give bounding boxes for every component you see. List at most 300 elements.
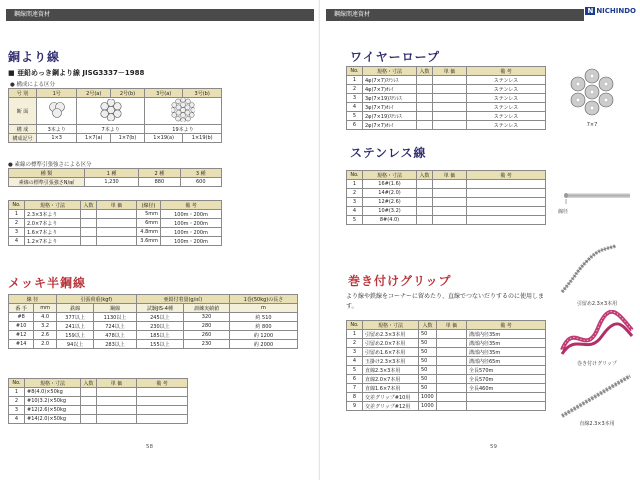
grip-cell: 溝部内径65m <box>467 357 546 366</box>
copper-product-row <box>9 210 222 219</box>
grip-cell <box>437 330 467 339</box>
grip-cell: 50 <box>419 375 437 384</box>
composition-code-cell: 1×7(a) <box>77 134 111 143</box>
structure-header-cell: 2号(b) <box>111 89 145 98</box>
mekki-spec-cell: 4.0 <box>34 313 57 322</box>
tensile-note: ● 素線の標準引張強さによる区分 <box>8 162 92 168</box>
copper-col-header: 単 価 <box>97 201 137 210</box>
wire-rope-title: ワイヤーロープ <box>350 50 441 64</box>
copper-product-cell: 100m・200m <box>161 228 222 237</box>
grip-cell: 9 <box>347 402 363 411</box>
copper-product-cell <box>81 210 97 219</box>
grip-row <box>347 330 546 339</box>
mekki-spec-row <box>9 340 298 349</box>
copper-product-cell <box>97 219 137 228</box>
mekki-col-header: 入数 <box>81 379 97 388</box>
copper-product-cell: 4 <box>9 237 25 246</box>
mekki-spec-row <box>9 313 298 322</box>
grip-cell: 3 <box>347 348 363 357</box>
mekki-product-cell <box>81 397 97 406</box>
stainless-cell: 4 <box>347 207 363 216</box>
mekki-spec-cell: #14 <box>9 340 34 349</box>
stainless-cell: 1 <box>347 180 363 189</box>
mekki-product-row <box>9 397 188 406</box>
stainless-caption: 線径 <box>557 209 568 215</box>
grip-cell: 直線2.3×3本用 <box>363 366 419 375</box>
stainless-cell: 2 <box>347 189 363 198</box>
wrap-grip-image <box>556 310 636 360</box>
wire-rope-cell: 2φ(7×19)ｽﾃﾝﾚｽ <box>363 112 417 121</box>
mekki-spec-cell: 230 <box>184 340 230 349</box>
mekki-product-cell: #12(2.6)×50kg <box>25 406 81 415</box>
grip-cell <box>437 348 467 357</box>
stainless-col-header: 規格・寸法 <box>363 171 417 180</box>
composition-code-cell: 1×19(a) <box>144 134 182 143</box>
stainless-cell <box>467 180 546 189</box>
grip-cell: 2 <box>347 339 363 348</box>
structure-header-cell: 号 別 <box>9 89 37 98</box>
composition-code-cell: 1×3 <box>37 134 77 143</box>
mekki-header-cell: 1巻(50kg)の長さ <box>229 295 297 304</box>
grip-cell: 引留め1.6×7本用 <box>363 348 419 357</box>
grip-cell: 交差グリップ#10用 <box>363 393 419 402</box>
grip-cell: 溝部内径35m <box>467 330 546 339</box>
wire-col-header: No. <box>347 67 363 76</box>
structure-header-cell: 3号(b) <box>183 89 222 98</box>
grip-col-header: 規格・寸法 <box>363 321 419 330</box>
wire-rope-cell: 2 <box>347 85 363 94</box>
grip-cell: 50 <box>419 348 437 357</box>
structure-note: ● 構成による区分 <box>10 82 56 88</box>
wire-rope-cell: ステンレス <box>467 103 546 112</box>
composition-code-label: 構成記号 <box>9 134 37 143</box>
stainless-row <box>347 216 546 225</box>
mekki-spec-cell: 94以上 <box>56 340 93 349</box>
copper-subtitle-text: 亜鉛めっき鋼より線 JISG3337－1988 <box>17 69 145 77</box>
mekki-spec-cell: 155以上 <box>136 340 184 349</box>
mekki-spec-cell: 478以上 <box>94 331 136 340</box>
composition-code-cell: 1×19(b) <box>183 134 222 143</box>
mekki-subheader-cell: 番 手 <box>9 304 34 313</box>
mekki-spec-cell: 320 <box>184 313 230 322</box>
mekki-spec-cell: 724以上 <box>94 322 136 331</box>
cross-section-3-strand <box>37 98 77 125</box>
grip-col-header: 単 価 <box>437 321 467 330</box>
wire-rope-row <box>347 94 546 103</box>
stainless-cell: 10#(3.2) <box>363 207 417 216</box>
grip-row <box>347 402 546 411</box>
copper-col-header: (線径) <box>137 201 161 210</box>
grip-cell <box>437 402 467 411</box>
mekki-title: メッキ半鋼線 <box>8 276 87 290</box>
grip-cell: 50 <box>419 357 437 366</box>
stainless-table <box>346 170 546 225</box>
stainless-cell <box>417 207 433 216</box>
wire-rope-table <box>346 66 546 130</box>
mekki-product-cell: #8(4.0)×50kg <box>25 388 81 397</box>
mekki-product-cell <box>137 397 188 406</box>
grip-cell: 全長570m <box>467 366 546 375</box>
copper-product-cell <box>97 237 137 246</box>
wire-rope-caption: 7×7 <box>586 122 598 128</box>
mekki-header-cell: 引張荷重(kgf) <box>56 295 136 304</box>
mekki-product-cell: 2 <box>9 397 25 406</box>
stainless-cell <box>417 216 433 225</box>
grip-col-header: 入数 <box>419 321 437 330</box>
mekki-subheader-cell: 鋼線 <box>94 304 136 313</box>
mekki-spec-cell: 260 <box>184 331 230 340</box>
grip-row <box>347 375 546 384</box>
mekki-spec-table <box>8 294 298 349</box>
mekki-spec-cell: 約 1200 <box>229 331 297 340</box>
stainless-cell <box>467 198 546 207</box>
copper-product-cell: 1.6×7本より <box>25 228 81 237</box>
grip-row <box>347 393 546 402</box>
grip-cell: 5 <box>347 366 363 375</box>
copper-col-header: 規格・寸法 <box>25 201 81 210</box>
mekki-spec-cell: 280 <box>184 322 230 331</box>
wire-rope-cell: 1 <box>347 76 363 85</box>
mekki-subheader-cell: 訓練実績値 <box>184 304 230 313</box>
wire-rope-cell: ステンレス <box>467 94 546 103</box>
mekki-product-cell: #10(3.2)×50kg <box>25 397 81 406</box>
structure-header-cell: 1号 <box>37 89 77 98</box>
mekki-spec-cell: #10 <box>9 322 34 331</box>
grip-row <box>347 384 546 393</box>
grip-straight-image <box>558 372 634 418</box>
mekki-col-header: 備 考 <box>137 379 188 388</box>
grip-row <box>347 339 546 348</box>
grip-deadend-image <box>558 244 634 296</box>
copper-product-cell: 100m・200m <box>161 219 222 228</box>
wire-rope-cell <box>433 94 467 103</box>
stainless-cell: 16#(1.6) <box>363 180 417 189</box>
mekki-spec-cell: 1130以上 <box>94 313 136 322</box>
copper-col-header: 入数 <box>81 201 97 210</box>
wire-rope-cross-section-image <box>554 64 630 120</box>
grip-cell: 8 <box>347 393 363 402</box>
nichindo-logo <box>585 7 636 15</box>
mekki-spec-cell: 159以上 <box>56 331 93 340</box>
stainless-cell: 5 <box>347 216 363 225</box>
wire-rope-cell <box>417 85 433 94</box>
mekki-spec-cell: 3.2 <box>34 322 57 331</box>
mekki-product-cell <box>137 388 188 397</box>
cross-section-7-strand <box>77 98 145 125</box>
grip-cell <box>437 375 467 384</box>
wire-col-header: 入数 <box>417 67 433 76</box>
stainless-cell <box>433 216 467 225</box>
stainless-row <box>347 207 546 216</box>
copper-product-cell: 1.2×7本より <box>25 237 81 246</box>
mekki-subheader-cell: mm <box>34 304 57 313</box>
grip-cell <box>467 393 546 402</box>
copper-product-table <box>8 200 222 246</box>
cross-section-label: 断 面 <box>9 98 37 125</box>
wire-rope-cell: 4φ(7×7)ｵﾚｲ <box>363 85 417 94</box>
mekki-product-cell: #14(2.0)×50kg <box>25 415 81 424</box>
mekki-spec-cell: 約 800 <box>229 322 297 331</box>
mekki-subheader-cell: 鉄線 <box>56 304 93 313</box>
copper-product-cell <box>81 219 97 228</box>
mekki-spec-cell: 2.6 <box>34 331 57 340</box>
copper-product-cell <box>81 237 97 246</box>
wire-rope-cell <box>433 112 467 121</box>
copper-product-cell: 4.8mm <box>137 228 161 237</box>
tensile-cell: 880 <box>139 178 180 187</box>
wire-rope-cell: 2φ(7×7)ｵﾚｲ <box>363 121 417 130</box>
mekki-product-row <box>9 388 188 397</box>
structure-header-cell: 3号(a) <box>144 89 182 98</box>
wire-rope-cell <box>417 103 433 112</box>
mekki-spec-row <box>9 331 298 340</box>
wire-rope-cell: 5 <box>347 112 363 121</box>
mekki-spec-cell: 241以上 <box>56 322 93 331</box>
mekki-header-cell: 亜鉛付着量(g/㎡) <box>136 295 229 304</box>
tensile-header-cell: 2 種 <box>139 169 180 178</box>
mekki-product-cell <box>81 406 97 415</box>
strand-3-icon <box>46 100 68 120</box>
composition-cell: 3本より <box>37 125 77 134</box>
structure-table <box>8 88 222 143</box>
mekki-spec-cell: 約 2000 <box>229 340 297 349</box>
mekki-product-cell <box>137 415 188 424</box>
left-page-number: 58 <box>146 444 153 450</box>
wire-rope-cell: ステンレス <box>467 112 546 121</box>
wire-rope-cell <box>433 121 467 130</box>
grip-cell: 直線1.6×7本用 <box>363 384 419 393</box>
stainless-cell <box>417 189 433 198</box>
right-page-number: 59 <box>490 444 497 450</box>
copper-product-cell: 2.0×7本より <box>25 219 81 228</box>
mekki-product-cell <box>97 415 137 424</box>
grip-cell: 溝部内径35m <box>467 348 546 357</box>
wire-rope-cell <box>433 103 467 112</box>
copper-product-cell: 3 <box>9 228 25 237</box>
composition-cell: 19本より <box>144 125 221 134</box>
wire-col-header: 備 考 <box>467 67 546 76</box>
grip-row <box>347 366 546 375</box>
wire-col-header: 規格・寸法 <box>363 67 417 76</box>
composition-code-cell: 1×7(b) <box>111 134 145 143</box>
grip-cell <box>437 366 467 375</box>
grip-table <box>346 320 546 411</box>
grip-deadend-caption: 引留め2.3×3本用 <box>576 301 618 307</box>
wire-rope-row <box>347 103 546 112</box>
stainless-row <box>347 198 546 207</box>
copper-product-cell: 5mm <box>137 210 161 219</box>
mekki-spec-cell: #12 <box>9 331 34 340</box>
stainless-cell <box>467 216 546 225</box>
stainless-cell <box>433 207 467 216</box>
copper-product-cell: 2 <box>9 219 25 228</box>
copper-product-cell: 100m・200m <box>161 237 222 246</box>
mekki-spec-cell: 283以上 <box>94 340 136 349</box>
grip-cell: 交差グリップ#12用 <box>363 402 419 411</box>
wire-col-header: 単 価 <box>433 67 467 76</box>
stainless-col-header: No. <box>347 171 363 180</box>
stainless-cell <box>433 189 467 198</box>
stainless-cell <box>467 207 546 216</box>
stainless-cell <box>417 180 433 189</box>
copper-strand-title: 銅より線 <box>8 50 61 64</box>
wire-rope-cell <box>433 85 467 94</box>
mekki-product-cell <box>137 406 188 415</box>
mekki-col-header: No. <box>9 379 25 388</box>
mekki-spec-cell: 185以上 <box>136 331 184 340</box>
wire-rope-cell <box>417 121 433 130</box>
mekki-product-cell <box>97 397 137 406</box>
mekki-product-cell: 1 <box>9 388 25 397</box>
grip-cell: 50 <box>419 384 437 393</box>
mekki-spec-cell: 377以上 <box>56 313 93 322</box>
grip-cell: 玉掛け2.3×3本用 <box>363 357 419 366</box>
grip-col-header: No. <box>347 321 363 330</box>
copper-product-cell <box>97 210 137 219</box>
grip-cell: 7 <box>347 384 363 393</box>
wrap-grip-caption: 巻き付けグリップ <box>577 361 617 367</box>
mekki-product-cell <box>81 388 97 397</box>
mekki-header-cell: 線 径 <box>9 295 57 304</box>
wire-rope-row <box>347 85 546 94</box>
stainless-row <box>347 180 546 189</box>
copper-product-row <box>9 237 222 246</box>
mekki-col-header: 規格・寸法 <box>25 379 81 388</box>
stainless-cell <box>467 189 546 198</box>
grip-row <box>347 357 546 366</box>
wire-rope-row <box>347 112 546 121</box>
copper-product-cell: 100m・200m <box>161 210 222 219</box>
wire-rope-cell <box>417 76 433 85</box>
grip-cell: 直線2.0×7本用 <box>363 375 419 384</box>
wire-rope-cell <box>417 94 433 103</box>
stainless-cell <box>417 198 433 207</box>
mekki-product-cell: 3 <box>9 406 25 415</box>
mekki-product-table <box>8 378 188 424</box>
stainless-row <box>347 189 546 198</box>
left-header-bar: 鋼線関連資材 <box>6 9 314 21</box>
logo-mark: N <box>587 7 594 15</box>
grip-cell: 1 <box>347 330 363 339</box>
grip-cell: 50 <box>419 366 437 375</box>
right-page <box>320 0 640 480</box>
grip-cell: 引留め2.3×3本用 <box>363 330 419 339</box>
grip-cell: 全長460m <box>467 384 546 393</box>
tensile-header-cell: 1 種 <box>85 169 139 178</box>
wire-rope-cell: 3φ(7×7)ｵﾚｲ <box>363 103 417 112</box>
mekki-spec-cell: 2.0 <box>34 340 57 349</box>
mekki-spec-cell: #8 <box>9 313 34 322</box>
grip-row <box>347 348 546 357</box>
grip-cell <box>437 339 467 348</box>
wire-rope-cell: 4φ(7×7)ｽﾃﾝﾚｽ <box>363 76 417 85</box>
copper-subtitle: ■ 亜鉛めっき鋼より線 JISG3337－1988 <box>8 69 145 77</box>
tensile-header-cell: 3 種 <box>180 169 221 178</box>
tensile-cell: 素線の標準引張強さN/㎟ <box>9 178 85 187</box>
mekki-spec-cell: 約 510 <box>229 313 297 322</box>
stainless-cell: 3 <box>347 198 363 207</box>
grip-cell: 1000 <box>419 402 437 411</box>
copper-product-row <box>9 228 222 237</box>
tensile-header-cell: 種 類 <box>9 169 85 178</box>
wire-rope-cell: ステンレス <box>467 76 546 85</box>
logo-text: NICHINDO <box>596 7 636 15</box>
wire-rope-cell: 4 <box>347 103 363 112</box>
stainless-col-header: 単 価 <box>433 171 467 180</box>
mekki-col-header: 単 価 <box>97 379 137 388</box>
strand-19-icon <box>171 98 195 122</box>
copper-product-cell <box>81 228 97 237</box>
mekki-subheader-cell: m <box>229 304 297 313</box>
structure-header-cell: 2号(a) <box>77 89 111 98</box>
copper-product-cell: 3.6mm <box>137 237 161 246</box>
mekki-spec-row <box>9 322 298 331</box>
wire-rope-cell: 3 <box>347 94 363 103</box>
mekki-product-cell <box>97 388 137 397</box>
copper-product-cell: 2.3×3本より <box>25 210 81 219</box>
copper-product-cell: 1 <box>9 210 25 219</box>
grip-cell: 引留め2.0×7本用 <box>363 339 419 348</box>
grip-cell: 4 <box>347 357 363 366</box>
stainless-cell: 14#(2.0) <box>363 189 417 198</box>
wire-rope-cell: ステンレス <box>467 85 546 94</box>
grip-cell: 1000 <box>419 393 437 402</box>
mekki-subheader-cell: 試験JIS-4種 <box>136 304 184 313</box>
composition-cell: 7本より <box>77 125 145 134</box>
composition-label: 構 成 <box>9 125 37 134</box>
tensile-table <box>8 168 222 187</box>
grip-cell: 50 <box>419 330 437 339</box>
wire-rope-row <box>347 121 546 130</box>
grip-cell: 溝部内径35m <box>467 339 546 348</box>
stainless-title: ステンレス線 <box>350 146 427 160</box>
stainless-wire-image <box>556 186 632 206</box>
grip-cell <box>437 357 467 366</box>
mekki-product-row <box>9 415 188 424</box>
copper-col-header: No. <box>9 201 25 210</box>
mekki-product-cell: 4 <box>9 415 25 424</box>
stainless-cell: 8#(4.0) <box>363 216 417 225</box>
copper-product-row <box>9 219 222 228</box>
tensile-cell: 1,230 <box>85 178 139 187</box>
grip-straight-caption: 直線2.3×3本用 <box>579 421 615 427</box>
wire-rope-cell <box>417 112 433 121</box>
grip-cell: 6 <box>347 375 363 384</box>
grip-col-header: 備 考 <box>467 321 546 330</box>
wire-rope-cell <box>433 76 467 85</box>
grip-cell: 50 <box>419 339 437 348</box>
mekki-product-cell <box>97 406 137 415</box>
grip-cell <box>437 393 467 402</box>
stainless-col-header: 入数 <box>417 171 433 180</box>
stainless-cell <box>433 180 467 189</box>
mekki-spec-cell: 230以上 <box>136 322 184 331</box>
wire-rope-cell: ステンレス <box>467 121 546 130</box>
stainless-cell <box>433 198 467 207</box>
cross-section-19-strand <box>144 98 221 125</box>
mekki-spec-cell: 245以上 <box>136 313 184 322</box>
tensile-cell: 600 <box>180 178 221 187</box>
right-header-bar: 鋼線関連資材 <box>326 9 584 21</box>
wire-rope-cell: 6 <box>347 121 363 130</box>
stainless-cell: 12#(2.6) <box>363 198 417 207</box>
copper-col-header: 備 考 <box>161 201 222 210</box>
grip-cell <box>467 402 546 411</box>
copper-product-cell: 6mm <box>137 219 161 228</box>
strand-7-icon <box>99 99 123 121</box>
wire-rope-row <box>347 76 546 85</box>
stainless-col-header: 備 考 <box>467 171 546 180</box>
